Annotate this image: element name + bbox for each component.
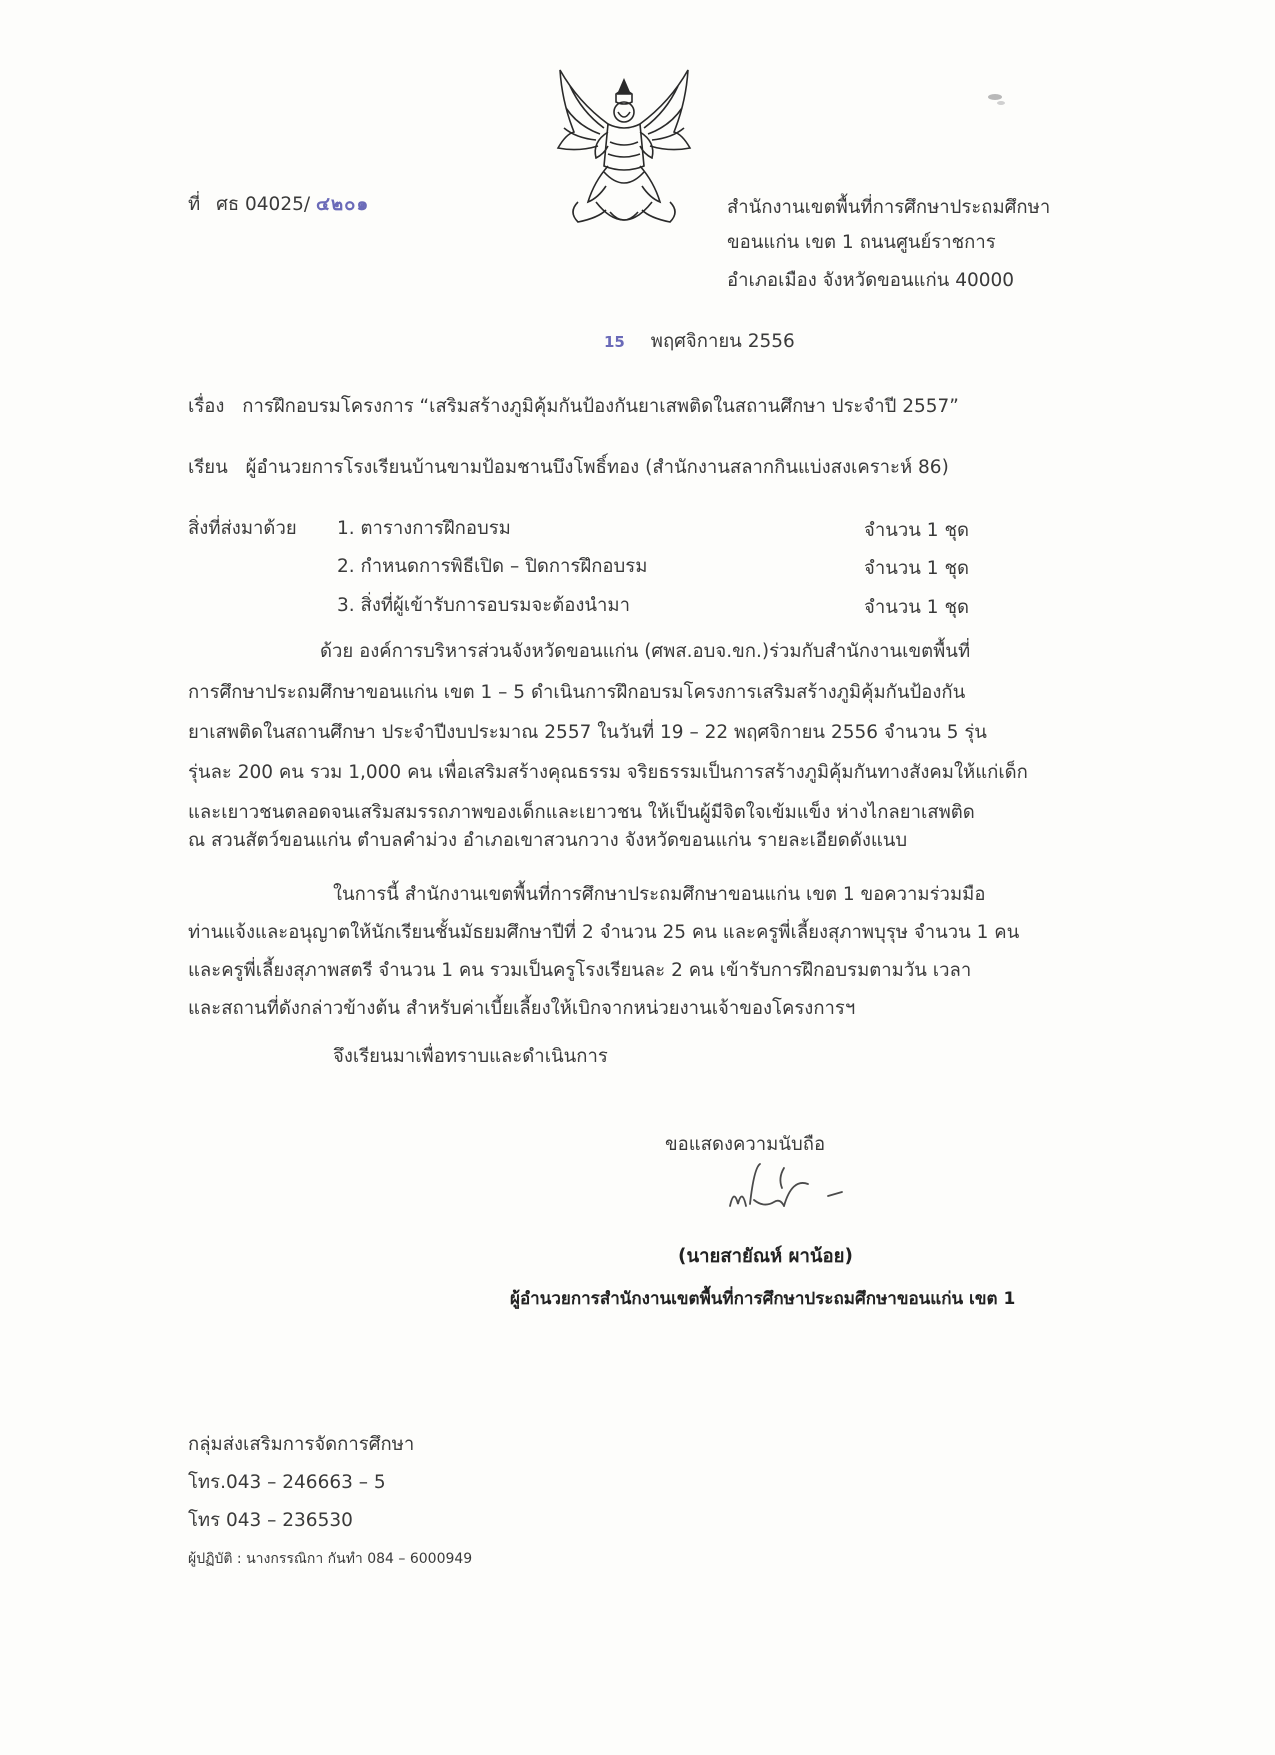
body1-line-6: ณ สวนสัตว์ขอนแก่น ตำบลคำม่วง อำเภอเขาสวนกวาง จังหวัดขอนแก่น รายละเอียดดังแนบ — [188, 830, 908, 851]
body1-line-1: ด้วย องค์การบริหารส่วนจังหวัดขอนแก่น (ศพส.อบจ.ขก.)ร่วมกับสำนักงานเขตพื้นที่ — [320, 641, 971, 662]
scan-smudge-icon — [985, 92, 1009, 106]
signer-name: (นายสายัณห์ ผาน้อย) — [678, 1246, 853, 1267]
enclosure-item-2: 2. กำหนดการพิธีเปิด – ปิดการฝึกอบรม — [337, 556, 648, 577]
subject-label: เรื่อง — [188, 396, 225, 417]
enclosure-count-1: จำนวน 1 ชุด — [864, 520, 970, 541]
body2-line-3: และครูพี่เลี้ยงสุภาพสตรี จำนวน 1 คน รวมเป็นครูโรงเรียนละ 2 คน เข้ารับการฝึกอบรมตามวัน เวลา — [188, 960, 972, 981]
enclosures-label: สิ่งที่ส่งมาด้วย — [188, 518, 297, 539]
signature-icon — [720, 1148, 860, 1218]
enclosure-item-3: 3. สิ่งที่ผู้เข้ารับการอบรมจะต้องนำมา — [337, 595, 630, 616]
body2-line-4: และสถานที่ดังกล่าวข้างต้น สำหรับค่าเบี้ยเลี้ยงให้เบิกจากหน่วยงานเจ้าของโครงการฯ — [188, 998, 856, 1019]
body2-line-2: ท่านแจ้งและอนุญาตให้นักเรียนชั้นมัธยมศึกษาปีที่ 2 จำนวน 25 คน และครูพี่เลี้ยงสุภาพบุรุษ จำนวน 1 คน — [188, 922, 1020, 943]
doc-no-prefix: ศธ 04025/ — [216, 194, 311, 215]
body1-line-5: และเยาวชนตลอดจนเสริมสมรรถภาพของเด็กและเยาวชน ให้เป็นผู้มีจิตใจเข้มแข็ง ห่างไกลยาเสพติด — [188, 802, 975, 823]
footer-tel-2: โทร 043 – 236530 — [188, 1510, 353, 1531]
doc-no-label: ที่ — [188, 194, 201, 215]
sender-line-3: อำเภอเมือง จังหวัดขอนแก่น 40000 — [727, 270, 1015, 291]
enclosure-count-2: จำนวน 1 ชุด — [864, 558, 970, 579]
footer-dept: กลุ่มส่งเสริมการจัดการศึกษา — [188, 1434, 415, 1455]
body1-line-3: ยาเสพติดในสถานศึกษา ประจำปีงบประมาณ 2557 ในวันที่ 19 – 22 พฤศจิกายน 2556 จำนวน 5 รุ่น — [188, 722, 987, 743]
footer-tel-1: โทร.043 – 246663 – 5 — [188, 1472, 386, 1493]
body1-line-4: รุ่นละ 200 คน รวม 1,000 คน เพื่อเสริมสร้างคุณธรรม จริยธรรมเป็นการสร้างภูมิคุ้มกันทางสังคมให้แก่เด็ก — [188, 762, 1028, 783]
date-month-year: พฤศจิกายน 2556 — [650, 331, 795, 352]
recipient-text: ผู้อำนวยการโรงเรียนบ้านขามป้อมชานบึงโพธิ์ทอง (สำนักงานสลากกินแบ่งสงเคราะห์ 86) — [245, 457, 949, 478]
recipient-line — [188, 459, 949, 478]
body2-line-1: ในการนี้ สำนักงานเขตพื้นที่การศึกษาประถมศึกษาขอนแก่น เขต 1 ขอความร่วมมือ — [333, 884, 986, 905]
document-number — [188, 196, 369, 215]
subject-line — [188, 398, 959, 417]
recipient-label: เรียน — [188, 457, 228, 478]
letter-date — [604, 333, 795, 352]
date-day-handwritten: 15 — [604, 333, 625, 351]
body1-line-2: การศึกษาประถมศึกษาขอนแก่น เขต 1 – 5 ดำเนินการฝึกอบรมโครงการเสริมสร้างภูมิคุ้มกันป้องกัน — [188, 682, 966, 703]
enclosure-count-3: จำนวน 1 ชุด — [864, 597, 970, 618]
garuda-emblem-icon — [548, 62, 700, 234]
sender-line-2: ขอนแก่น เขต 1 ถนนศูนย์ราชการ — [727, 232, 996, 253]
doc-no-handwritten: ๔๒๐๑ — [315, 194, 370, 215]
closing-request: จึงเรียนมาเพื่อทราบและดำเนินการ — [333, 1046, 608, 1067]
enclosure-item-1: 1. ตารางการฝึกอบรม — [337, 518, 511, 539]
sender-line-1: สำนักงานเขตพื้นที่การศึกษาประถมศึกษา — [727, 197, 1051, 218]
subject-text: การฝึกอบรมโครงการ “เสริมสร้างภูมิคุ้มกันป้องกันยาเสพติดในสถานศึกษา ประจำปี 2557” — [242, 396, 959, 417]
footer-contact: ผู้ปฏิบัติ : นางกรรณิกา กันทำ 084 – 6000949 — [188, 1551, 473, 1567]
signer-title: ผู้อำนวยการสำนักงานเขตพื้นที่การศึกษาประถมศึกษาขอนแก่น เขต 1 — [510, 1289, 1016, 1309]
closing-salutation: ขอแสดงความนับถือ — [665, 1134, 826, 1155]
